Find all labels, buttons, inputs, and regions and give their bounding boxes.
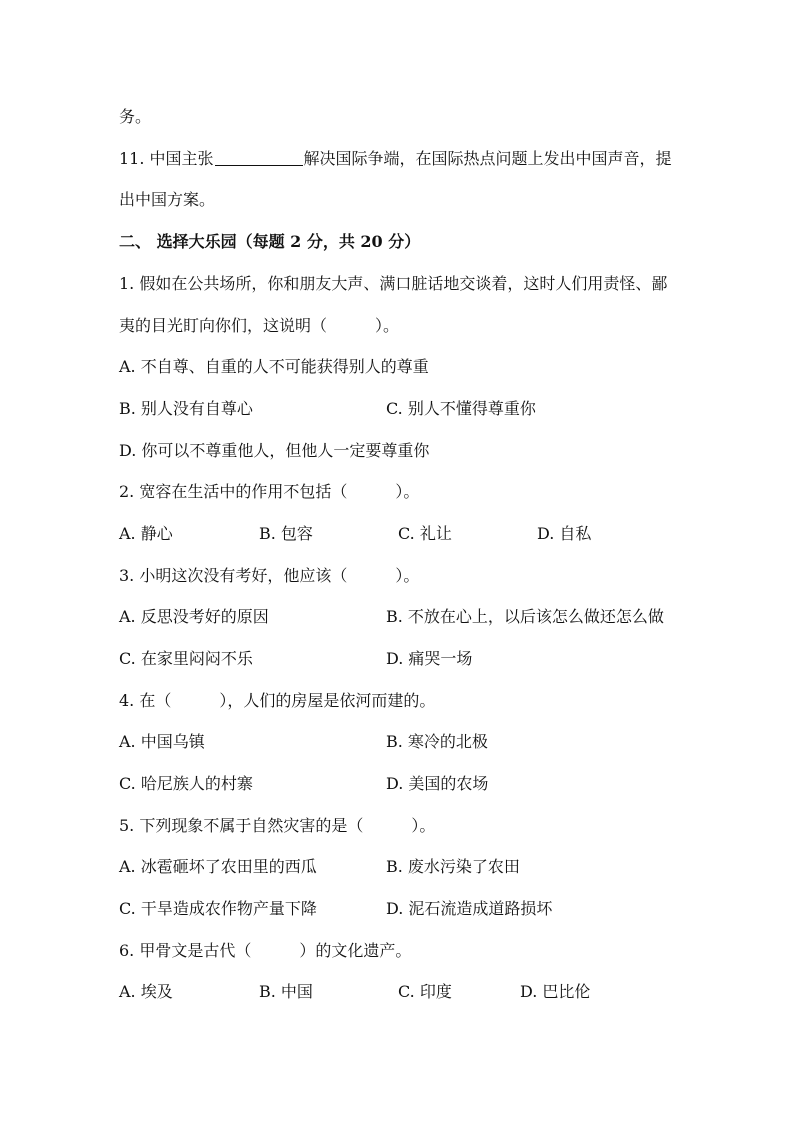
option-2b: B. 包容	[259, 524, 313, 543]
question-11	[119, 148, 672, 170]
question-4: 4. 在（ ），人们的房屋是依河而建的。	[119, 691, 436, 710]
option-6a: A. 埃及	[119, 982, 173, 1001]
option-6b: B. 中国	[259, 982, 313, 1001]
question-1: 1. 假如在公共场所，你和朋友大声、满口脏话地交谈着，这时人们用责怪、鄙	[119, 274, 668, 293]
option-3b: B. 不放在心上，以后该怎么做还怎么做	[386, 607, 664, 626]
option-5a: A. 冰雹砸坏了农田里的西瓜	[119, 857, 317, 876]
option-3d: D. 痛哭一场	[386, 649, 473, 668]
option-2c: C. 礼让	[398, 524, 452, 543]
question-5: 5. 下列现象不属于自然灾害的是（ ）。	[119, 816, 436, 835]
section-heading: 二、 选择大乐园（每题 2 分，共 20 分）	[119, 232, 421, 251]
option-6c: C. 印度	[398, 982, 452, 1001]
option-1a: A. 不自尊、自重的人不可能获得别人的尊重	[119, 357, 429, 376]
option-4d: D. 美国的农场	[386, 774, 489, 793]
option-6d: D. 巴比伦	[520, 982, 591, 1001]
option-3a: A. 反思没考好的原因	[119, 607, 269, 626]
option-1b: B. 别人没有自尊心	[119, 399, 253, 418]
question-3: 3. 小明这次没有考好，他应该（ ）。	[119, 566, 420, 585]
option-1d: D. 你可以不尊重他人，但他人一定要尊重你	[119, 441, 430, 460]
question-6: 6. 甲骨文是古代（ ）的文化遗产。	[119, 941, 412, 960]
question-1-continued: 夷的目光盯向你们，这说明（ ）。	[119, 316, 400, 335]
question-11-prefix: 11. 中国主张	[119, 149, 214, 168]
option-2d: D. 自私	[537, 524, 592, 543]
option-5d: D. 泥石流造成道路损坏	[386, 899, 553, 918]
answer-blank	[215, 149, 303, 166]
option-5c: C. 干旱造成农作物产量下降	[119, 899, 317, 918]
option-1c: C. 别人不懂得尊重你	[386, 399, 536, 418]
option-5b: B. 废水污染了农田	[386, 857, 520, 876]
question-11-continued: 出中国方案。	[119, 190, 216, 209]
option-4a: A. 中国乌镇	[119, 732, 205, 751]
option-3c: C. 在家里闷闷不乐	[119, 649, 253, 668]
option-4c: C. 哈尼族人的村寨	[119, 774, 253, 793]
option-4b: B. 寒冷的北极	[386, 732, 488, 751]
question-11-suffix: 解决国际争端，在国际热点问题上发出中国声音，提	[303, 149, 672, 168]
text-line: 务。	[119, 107, 152, 126]
question-2: 2. 宽容在生活中的作用不包括（ ）。	[119, 482, 420, 501]
option-2a: A. 静心	[119, 524, 173, 543]
